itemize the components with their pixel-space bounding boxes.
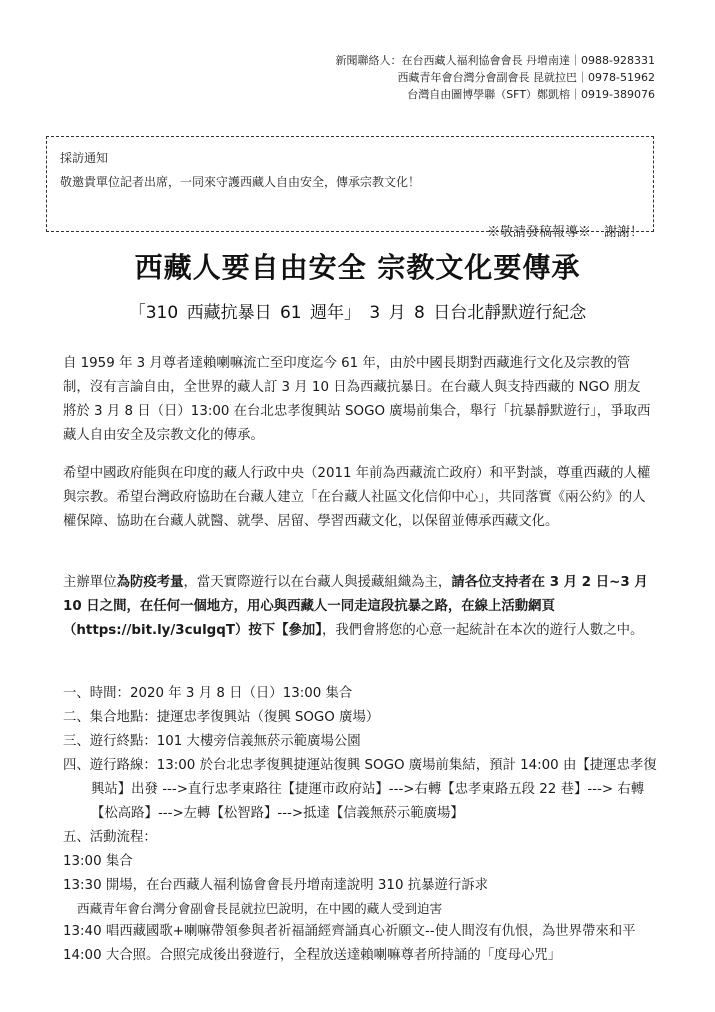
flow-item: 13:00 集合: [63, 854, 133, 869]
schedule-location: 二、集合地點：捷運忠孝復興站（復興 SOGO 廣場）: [63, 710, 380, 725]
flow-item: 13:30 開場，在台西藏人福利協會會長丹增南達說明 310 抗暴遊行訴求: [63, 878, 489, 893]
supporter-request: 請各位支持者在 3 月 2 日~3 月 10 日之間，在任何一個地方，用心與西藏人一同走這段抗暴之路，在線上活動網頁: [63, 575, 648, 614]
press-contacts: [235, 52, 655, 103]
schedule-route: 四、遊行路線：13:00 於台北忠孝復興捷運站復興 SOGO 廣場前集結，預計 14:00 由【捷運忠孝復興站】出發 --->直行忠孝東路往【捷運市政府站】--->右轉【忠孝東路五段 22 巷】---> 右轉【松高路】--->左轉【松智路】--->抵達【信義無菸示範廣場】: [63, 758, 657, 821]
organizer-text: 主辦單位: [63, 575, 117, 590]
page-title: 西藏人要自由安全 宗教文化要傳承: [134, 251, 581, 284]
notice-body: 敬邀貴單位記者出席，一同來守護西藏人自由安全，傳承宗教文化！: [60, 175, 421, 189]
schedule-time: 一、時間：2020 年 3 月 8 日（日）13:00 集合: [63, 686, 353, 701]
schedule-flow-heading: 五、活動流程：: [63, 830, 157, 845]
plain-text: ，當天實際遊行以在台藏人與援藏組織為主，: [183, 575, 452, 590]
notice-title: 採訪通知: [60, 151, 109, 165]
paragraph-participation: [63, 571, 653, 643]
contact-line: 新聞聯絡人：在台西藏人福利協會會長 丹增南達｜0988-928331: [335, 54, 655, 67]
paragraph-appeal: 希望中國政府能與在印度的藏人行政中央（2011 年前為西藏流亡政府）和平對談，尊重西藏的人權與宗教。希望台灣政府協助在台藏人建立「在台藏人社區文化信仰中心」，共同落實《兩公約》的人權保障、協助在台藏人就醫、就學、居留、學習西藏文化，以保留並傳承西藏文化。: [63, 466, 651, 529]
epidemic-note: 為防疫考量: [116, 575, 184, 590]
flow-item: 13:40 唱西藏國歌+喇嘛帶領參與者祈福誦經齊誦真心祈願文--使人間沒有仇恨，為世界帶來和平: [63, 924, 636, 939]
plain-text: ，我們會將您的心意一起統計在本次的遊行人數之中。: [322, 623, 644, 638]
interview-notice-box: [46, 136, 654, 240]
event-link[interactable]: （https://bit.ly/3culgqT）按下【參加】: [63, 623, 323, 638]
flow-item: 14:00 大合照。合照完成後出發遊行，全程放送達賴喇嘛尊者所持誦的「度母心咒」: [63, 948, 562, 963]
contact-line: 台灣自由圖博學聯（SFT）鄭凱榕｜0919-389076: [407, 88, 655, 101]
page-subtitle: 「310 西藏抗暴日 61 週年」 3 月 8 日台北靜默遊行紀念: [128, 303, 587, 323]
flow-item: 西藏青年會台灣分會副會長昆就拉巴說明，在中國的藏人受到迫害: [77, 901, 443, 916]
contact-line: 西藏青年會台灣分會副會長 昆就拉巴｜0978-51962: [397, 71, 655, 84]
schedule-list: [63, 682, 663, 968]
paragraph-history: 自 1959 年 3 月尊者達賴喇嘛流亡至印度迄今 61 年，由於中國長期對西藏進行文化及宗教的管制，沒有言論自由，全世界的藏人訂 3 月 10 日為西藏抗暴日。在台藏人與支持西藏的 NGO 朋友將於 3 月 8 日（日）13:00 在台北忠孝復興站 SOGO 廣場前集合，舉行「抗暴靜默遊行」，爭取西藏人自由安全及宗教文化的傳承。: [63, 356, 651, 443]
notice-footer: ※敬請發稿報導※ 謝謝！: [486, 225, 643, 240]
schedule-destination: 三、遊行終點：101 大樓旁信義無菸示範廣場公園: [63, 734, 361, 749]
